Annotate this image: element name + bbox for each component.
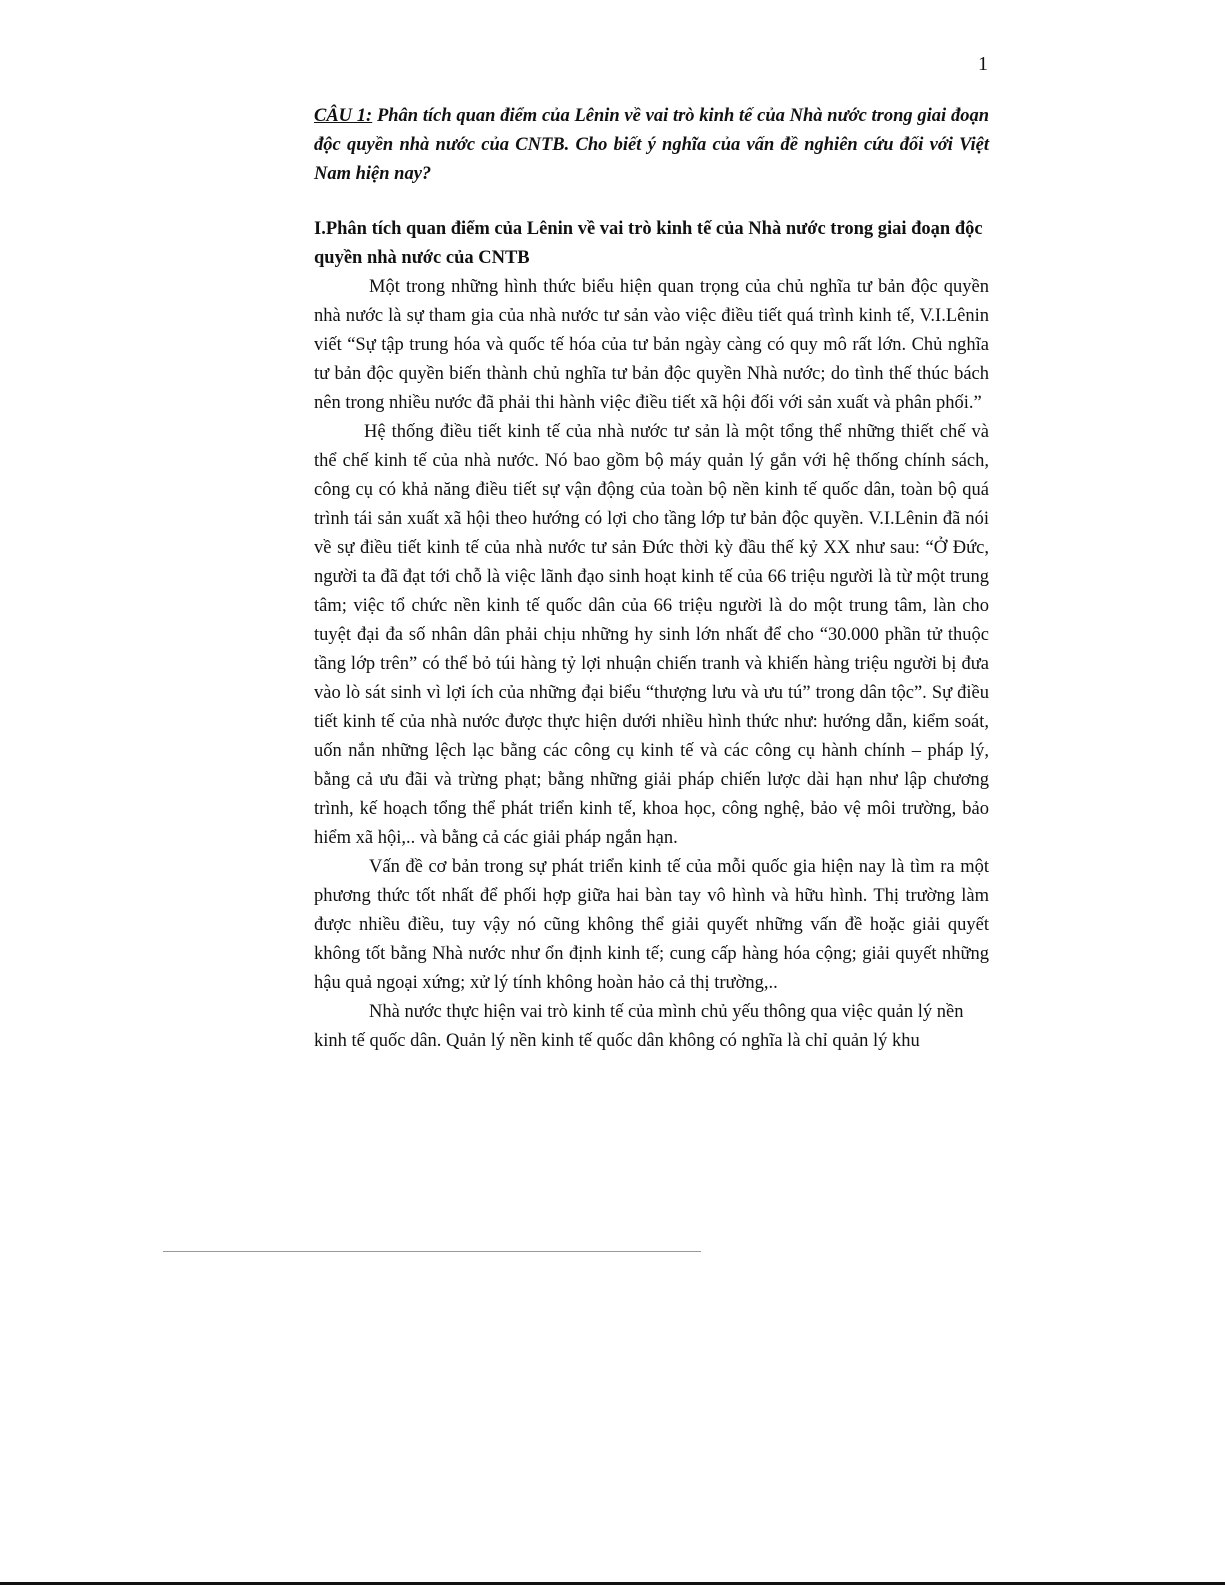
paragraph-1: Một trong những hình thức biểu hiện quan trọng của chủ nghĩa tư bản độc quyền nhà nước là sự tham gia của nhà nước tư sản vào việc điều tiết quá trình kinh tế, V.I.Lênin viết “Sự tập trung hóa và quốc tế hóa của tư bản ngày càng có quy mô rất lớn. Chủ nghĩa tư bản độc quyền biến thành chủ nghĩa tư bản độc quyền Nhà nước; do tình thế thúc bách nên trong nhiều nước đã phải thi hành việc điều tiết xã hội đối với sản xuất và phân phối.” xyxy=(314,277,989,413)
document-body xyxy=(314,102,989,1056)
paragraph-4: Nhà nước thực hiện vai trò kinh tế của mình chủ yếu thông qua việc quản lý nền kinh tế quốc dân. Quản lý nền kinh tế quốc dân không có nghĩa là chỉ quản lý khu xyxy=(314,1002,964,1051)
footnote-separator xyxy=(163,1251,701,1252)
question-title xyxy=(314,102,989,189)
section-heading: I.Phân tích quan điểm của Lênin về vai trò kinh tế của Nhà nước trong giai đoạn độc quyền nhà nước của CNTB xyxy=(314,219,983,268)
page-number: 1 xyxy=(978,53,988,75)
paragraph-2: Hệ thống điều tiết kinh tế của nhà nước tư sản là một tổng thể những thiết chế và thể chế kinh tế của nhà nước. Nó bao gồm bộ máy quản lý gắn với hệ thống chính sách, công cụ có khả năng điều tiết sự vận động của toàn bộ nền kinh tế quốc dân, toàn bộ quá trình tái sản xuất xã hội theo hướng có lợi cho tầng lớp tư bản độc quyền. V.I.Lênin đã nói về sự điều tiết kinh tế của nhà nước tư sản Đức thời kỳ đầu thế kỷ XX như sau: “Ở Đức, người ta đã đạt tới chỗ là việc lãnh đạo sinh hoạt kinh tế của 66 triệu người là từ một trung tâm; việc tổ chức nền kinh tế quốc dân của 66 triệu người là do một trung tâm, làn cho tuyệt đại đa số nhân dân phải chịu những hy sinh lớn nhất để cho “30.000 phần tử thuộc tầng lớp trên” có thể bỏ túi hàng tỷ lợi nhuận chiến tranh và khiến hàng triệu người bị đưa vào lò sát sinh vì lợi ích của những đại biểu “thượng lưu và ưu tú” trong dân tộc”. Sự điều tiết kinh tế của nhà nước được thực hiện dưới nhiều hình thức như: hướng dẫn, kiểm soát, uốn nắn những lệch lạc bằng các công cụ kinh tế và các công cụ hành chính – pháp lý, bằng cả ưu đãi và trừng phạt; bằng những giải pháp chiến lược dài hạn như lập chương trình, kế hoạch tổng thể phát triển kinh tế, khoa học, công nghệ, bảo vệ môi trường, bảo hiểm xã hội,.. và bằng cả các giải pháp ngắn hạn. xyxy=(314,422,989,848)
paragraph-3: Vấn đề cơ bản trong sự phát triển kinh tế của mỗi quốc gia hiện nay là tìm ra một phương thức tốt nhất để phối hợp giữa hai bàn tay vô hình và hữu hình. Thị trường làm được nhiều điều, tuy vậy nó cũng không thể giải quyết những vấn đề hoặc giải quyết không tốt bằng Nhà nước như ổn định kinh tế; cung cấp hàng hóa cộng; giải quyết những hậu quả ngoại xứng; xử lý tính không hoàn hảo cả thị trường,.. xyxy=(314,857,989,993)
question-text: Phân tích quan điểm của Lênin về vai trò kinh tế của Nhà nước trong giai đoạn độc quyền nhà nước của CNTB. Cho biết ý nghĩa của vấn đề nghiên cứu đối với Việt Nam hiện nay? xyxy=(314,106,989,184)
question-label: CÂU 1: xyxy=(314,106,373,126)
